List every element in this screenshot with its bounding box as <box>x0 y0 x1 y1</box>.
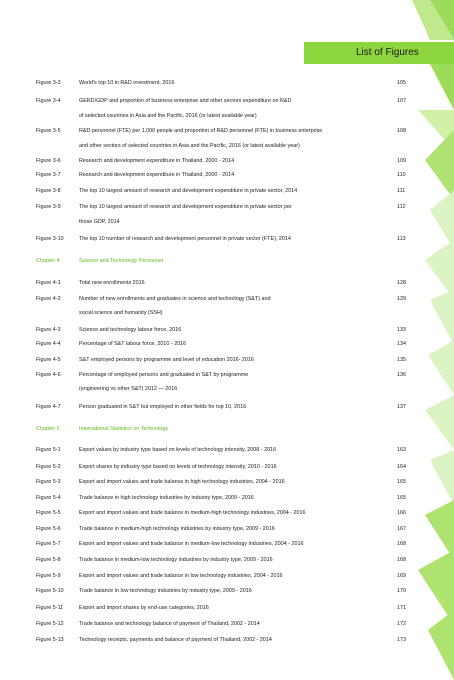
figure-number: Figure 4-5 <box>36 357 61 363</box>
figure-caption: Export and import values and trade balance in medium-low technology industries, 2004 - 2016 <box>79 541 304 547</box>
page-number: 171 <box>397 605 406 611</box>
figure-caption: Research and development expenditure in Thailand, 2000 - 2014 <box>79 158 235 164</box>
page-number: 165 <box>397 495 406 501</box>
figure-number: Figure 5-11 <box>36 605 64 611</box>
figure-caption: World's top 10 in R&D investment, 2016 <box>79 80 175 86</box>
figure-caption: The top 10 largest amount of research and development expenditure in private sector, 2014 <box>79 188 298 194</box>
figure-caption: Trade balance in high technology industries by industry type, 2009 - 2016 <box>79 495 254 501</box>
page-number: 163 <box>397 447 406 453</box>
figure-number: Figure 5-6 <box>36 526 61 532</box>
figure-caption: S&T employed persons by programme and level of education 2016- 2016 <box>79 357 254 363</box>
page-number: 166 <box>397 510 406 516</box>
page-number: 136 <box>397 372 406 378</box>
figure-number: Figure 5-1 <box>36 447 61 453</box>
figure-number: Figure 5-3 <box>36 479 61 485</box>
figure-number: Figure 4-7 <box>36 404 61 410</box>
page-number: 129 <box>397 296 406 302</box>
figure-caption: Science and technology labour force, 2016 <box>79 327 182 333</box>
figure-number: Chapter 4 <box>36 258 60 264</box>
figure-caption: Research and development expenditure in Thailand, 2000 - 2014 <box>79 172 235 178</box>
page-number: 111 <box>397 188 406 194</box>
figure-caption: Export and import shares by end-use categories, 2016 <box>79 605 209 611</box>
figure-caption: GERD/GDP and proportion of business enterprise and other sectors expenditure on R&D <box>79 98 292 104</box>
figure-number: Figure 5-7 <box>36 541 61 547</box>
figure-caption: (engineering vs other S&T) 2012 — 2016 <box>79 386 178 392</box>
figure-caption: Percentage of S&T labour force, 2010 - 2016 <box>79 341 187 347</box>
figure-caption: Person graduated in S&T but employed in other fields for top 10, 2016 <box>79 404 247 410</box>
page-number: 105 <box>397 80 406 86</box>
figure-caption: Trade balance in low technology industries by industry type, 2009 - 2016 <box>79 588 252 594</box>
figure-number: Figure 4-4 <box>36 341 61 347</box>
figure-caption: Total new enrollments 2016 <box>79 280 145 286</box>
page-number: 173 <box>397 637 406 643</box>
figure-caption: Trade balance in medium-high technology industries by industry type, 2009 - 2016 <box>79 526 275 532</box>
figure-number: Figure 3-4 <box>36 98 61 104</box>
figure-caption: social science and humanity (SSH) <box>79 310 163 316</box>
page-number: 133 <box>397 327 406 333</box>
figure-caption: Export and import values and trade balance in medium-high technology industries, 2004 - 2016 <box>79 510 306 516</box>
figure-number: Figure 4-3 <box>36 327 61 333</box>
page-number: 168 <box>397 541 406 547</box>
figure-caption: of selected countries in Asia and the Pacific, 2016 (or latest available year) <box>79 113 257 119</box>
figure-caption: Trade balance and technology balance of payment of Thailand, 2002 - 2014 <box>79 621 260 627</box>
figure-number: Figure 3-10 <box>36 236 64 242</box>
figure-number: Figure 5-12 <box>36 621 64 627</box>
figure-number: Figure 3-8 <box>36 188 61 194</box>
page-number: 134 <box>397 341 406 347</box>
page-number: 112 <box>397 204 406 210</box>
page-number: 108 <box>397 128 406 134</box>
page-number: 167 <box>397 526 406 532</box>
figure-caption: R&D personnel (FTE) per 1,000 people and proportion of R&D personnel (FTE) in business enterprise <box>79 128 323 134</box>
figure-caption: The top 10 number of research and development personnel in private sector (FTE), 2014 <box>79 236 291 242</box>
figure-number: Figure 5-5 <box>36 510 61 516</box>
page-number: 172 <box>397 621 406 627</box>
figure-caption: The top 10 largest amount of research and development expenditure in private sector per <box>79 204 292 210</box>
page-number: 168 <box>397 557 406 563</box>
figure-caption: Trade balance in medium-low technology industries by industry type, 2009 - 2016 <box>79 557 273 563</box>
figure-number: Figure 5-9 <box>36 573 61 579</box>
page-number: 128 <box>397 280 406 286</box>
figure-caption: Science and Technology Personnel <box>79 258 164 264</box>
page-title: List of Figures <box>304 42 454 64</box>
figure-number: Figure 3-6 <box>36 158 61 164</box>
figure-caption: Export values by industry type based on levels of technology intensity, 2008 - 2016 <box>79 447 277 453</box>
figure-caption: those GDP, 2014 <box>79 219 120 225</box>
page-number: 113 <box>397 236 406 242</box>
page-number: 164 <box>397 464 406 470</box>
figure-number: Figure 4-6 <box>36 372 61 378</box>
page-number: 169 <box>397 573 406 579</box>
figure-caption: Number of new enrollments and graduates in science and technology (S&T) and <box>79 296 271 302</box>
figure-caption: Percentage of employed persons and graduated in S&T by programme <box>79 372 249 378</box>
figure-caption: Export shares by industry type based on levels of technology intensity, 2010 - 2016 <box>79 464 277 470</box>
page-number: 135 <box>397 357 406 363</box>
figure-caption: Technology receipts, payments and balance of payment of Thailand, 2002 - 2014 <box>79 637 272 643</box>
figure-caption: International Statistics on Technology <box>79 426 168 432</box>
page-number: 110 <box>397 172 406 178</box>
figure-caption: and other sectors of selected countries in Asia and the Pacific, 2016 (or latest available year) <box>79 143 300 149</box>
figure-caption: Export and import values and trade balance in high technology industries, 2004 - 2016 <box>79 479 285 485</box>
figure-number: Figure 5-13 <box>36 637 64 643</box>
figure-number: Figure 5-10 <box>36 588 64 594</box>
page-number: 109 <box>397 158 406 164</box>
figure-number: Figure 5-4 <box>36 495 61 501</box>
figure-number: Figure 3-5 <box>36 128 61 134</box>
figure-number: Chapter 5 <box>36 426 60 432</box>
page-number: 170 <box>397 588 406 594</box>
page-number: 107 <box>397 98 406 104</box>
figure-number: Figure 5-8 <box>36 557 61 563</box>
figure-number: Figure 3-3 <box>36 80 61 86</box>
page-number: 165 <box>397 479 406 485</box>
page-number: 137 <box>397 404 406 410</box>
figure-number: Figure 5-2 <box>36 464 61 470</box>
figure-caption: Export and import values and trade balance in low technology industries, 2004 - 2016 <box>79 573 283 579</box>
figure-number: Figure 3-7 <box>36 172 61 178</box>
figure-number: Figure 4-2 <box>36 296 61 302</box>
figure-number: Figure 3-9 <box>36 204 61 210</box>
figure-number: Figure 4-1 <box>36 280 61 286</box>
